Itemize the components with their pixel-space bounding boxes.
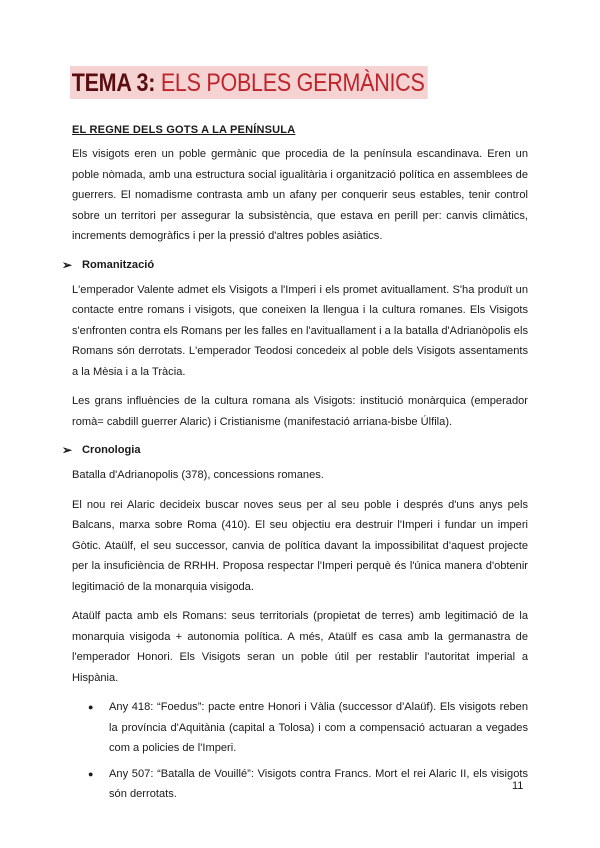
page-number: 11 (512, 780, 524, 792)
title-text: ELS POBLES GERMÀNICS (160, 69, 425, 97)
paragraph: Batalla d'Adrianopolis (378), concessions romanes. (72, 469, 324, 481)
paragraph: Ataülf pacta amb els Romans: seus territorials (propietat de terres) amb legitimació de la monarquia visigoda + autonomia política. A més, Ataülf es casa amb la germanastra de l'emperador Honori. Els Visigots seran un poble útil per restablir l'autoritat imperial a Hispània. (72, 610, 528, 684)
paragraph: Les grans influències de la cultura romana als Visigots: institució monàrquica (emperador romà= cabdill guerrer Alaric) i Cristianisme (manifestació arriana-bisbe Úlfila). (72, 395, 528, 428)
intro-paragraph: Els visigots eren un poble germànic que procedia de la península escandinava. Eren un poble nòmada, amb una estructura social igualitària i organització política en assemblees de guerrers. El nomadisme contrasta amb un afany per conquerir seus estables, tenir control sobre un territori per assegurar la subsistència, que estava en perill per: canvis climàtics, increments demogràfics i per la pressió d'altres pobles asiàtics. (72, 148, 528, 242)
paragraph: L'emperador Valente admet els Visigots a l'Imperi i els promet avituallament. S'ha produït un contacte entre romans i visigots, que coneixen la llengua i la cultura romanes. Els Visigots s'enfronten contra els Romans per les falles en l'avituallament i a la batalla d'Adrianòpolis els Romans són derrotats. L'emperador Teodosi concedeix al poble dels Visigots assentaments a la Mèsia i a la Tràcia. (72, 283, 528, 378)
list-item (72, 697, 528, 759)
bullet-dot-icon: ● (88, 768, 94, 779)
subheading-label: Romanització (82, 258, 155, 271)
subheading-label: Cronologia (82, 444, 141, 456)
bullet-list (72, 697, 528, 805)
document-body (62, 124, 528, 810)
list-item-text: Any 507: “Batalla de Vouillé”: Visigots contra Francs. Mort el rei Alaric II, els visigots són derrotats. (109, 767, 528, 800)
list-item-text: Any 418: “Foedus”: pacte entre Honori i Vàlia (successor d'Alaüf). Els visigots reben la província d'Aquitània (capital a Tolosa) i com a compensació actuaran a vegades com a policies de l'Imperi. (109, 701, 528, 754)
bullet-dot-icon: ● (88, 702, 94, 712)
title-block (70, 66, 486, 99)
arrow-bullet-icon: ➢ (62, 257, 73, 272)
list-item (72, 764, 528, 805)
subheading-cronologia (62, 441, 528, 459)
page-title (70, 66, 428, 99)
arrow-bullet-icon: ➢ (62, 443, 73, 457)
section-heading: EL REGNE DELS GOTS A LA PENÍNSULA (72, 124, 296, 136)
paragraph: El nou rei Alaric decideix buscar noves seus per al seu poble i després d'uns anys pels Balcans, marxa sobre Roma (410). El seu objectiu era destruir l'Imperi i fundar un imperi Gòtic. Ataülf, el seu successor, canvia de política davant la impossibilitat d'aquest projecte per la insuficiència de RRHH. Proposa respectar l'Imperi perquè és l'única manera d'obtenir legitimació de la monarquia visigoda. (72, 498, 528, 593)
title-number: TEMA 3: (71, 69, 156, 97)
subheading-romanitzacio (62, 256, 528, 274)
